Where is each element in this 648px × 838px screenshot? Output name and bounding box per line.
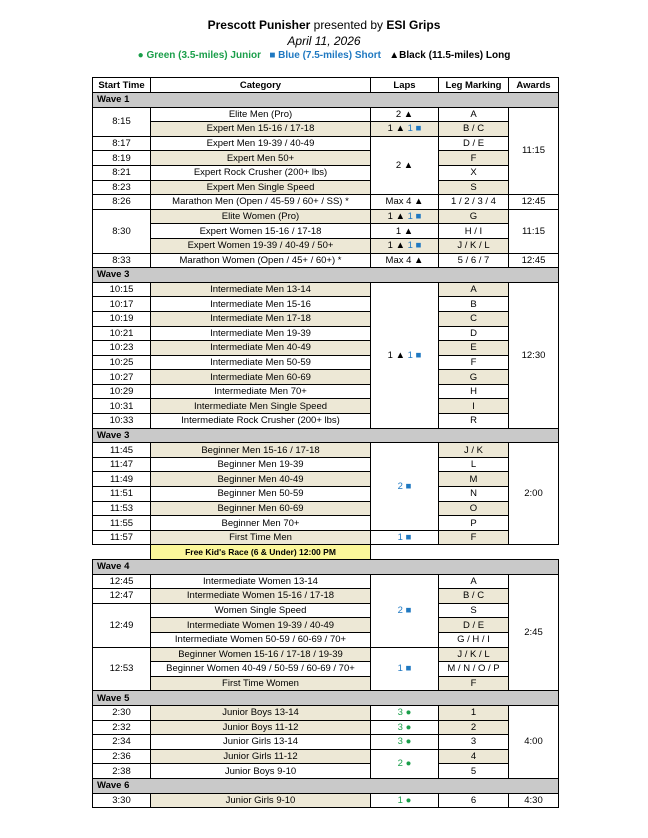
- leg-marking: E: [439, 341, 509, 356]
- table-row: [93, 282, 559, 297]
- category: First Time Women: [151, 676, 371, 691]
- race-date: April 11, 2026: [287, 34, 361, 48]
- category: Junior Boys 11-12: [151, 720, 371, 735]
- category: Intermediate Men Single Speed: [151, 399, 371, 414]
- category: Marathon Women (Open / 45+ / 60+) *: [151, 253, 371, 268]
- table-row: [93, 793, 559, 808]
- category: Intermediate Men 19-39: [151, 326, 371, 341]
- leg-marking: 5: [439, 764, 509, 779]
- col-category: Category: [151, 78, 371, 93]
- leg-marking: G / H / I: [439, 632, 509, 647]
- leg-marking: 5 / 6 / 7: [439, 253, 509, 268]
- leg-marking: B / C: [439, 122, 509, 137]
- table-row: [93, 632, 559, 647]
- table-row: [93, 530, 559, 545]
- category: Intermediate Women 19-39 / 40-49: [151, 618, 371, 633]
- table-row: [93, 457, 559, 472]
- table-row: [93, 749, 559, 764]
- leg-marking: J / K / L: [439, 238, 509, 253]
- start-time: 8:19: [93, 151, 151, 166]
- leg-marking: M: [439, 472, 509, 487]
- laps: 1 ▲: [371, 224, 439, 239]
- start-time: 8:33: [93, 253, 151, 268]
- laps: 3 ●: [371, 720, 439, 735]
- category: Intermediate Men 70+: [151, 384, 371, 399]
- table-row: [93, 487, 559, 502]
- category: Beginner Men 50-59: [151, 487, 371, 502]
- start-time: 8:21: [93, 165, 151, 180]
- laps: 3 ●: [371, 735, 439, 750]
- category: Junior Boys 9-10: [151, 764, 371, 779]
- start-time: 2:38: [93, 764, 151, 779]
- start-time: 11:53: [93, 501, 151, 516]
- category: Intermediate Men 13-14: [151, 282, 371, 297]
- start-time: 12:49: [93, 603, 151, 647]
- leg-marking: A: [439, 282, 509, 297]
- schedule-table: [92, 77, 559, 808]
- legend-blue: ■ Blue (7.5-miles) Short: [269, 50, 381, 61]
- category: Marathon Men (Open / 45-59 / 60+ / SS) *: [151, 195, 371, 210]
- leg-marking: J / K / L: [439, 647, 509, 662]
- wave-beginner-men: [93, 443, 559, 545]
- col-awards: Awards: [509, 78, 559, 93]
- table-row: [93, 501, 559, 516]
- table-row: [93, 764, 559, 779]
- start-time: 10:17: [93, 297, 151, 312]
- leg-marking: A: [439, 107, 509, 122]
- start-time: 10:31: [93, 399, 151, 414]
- category: Expert Rock Crusher (200+ lbs): [151, 165, 371, 180]
- table-row: [93, 341, 559, 356]
- category: Junior Boys 13-14: [151, 705, 371, 720]
- laps-blue: 1 ■: [407, 211, 422, 223]
- wave-header: [93, 428, 559, 443]
- leg-marking: C: [439, 311, 509, 326]
- laps: [371, 238, 439, 253]
- start-time: 10:25: [93, 355, 151, 370]
- leg-marking: B: [439, 297, 509, 312]
- table-row: [93, 472, 559, 487]
- category: Intermediate Rock Crusher (200+ lbs): [151, 414, 371, 429]
- leg-marking: F: [439, 530, 509, 545]
- start-time: 12:47: [93, 589, 151, 604]
- category: Expert Men 50+: [151, 151, 371, 166]
- category: Beginner Men 70+: [151, 516, 371, 531]
- category: Intermediate Men 50-59: [151, 355, 371, 370]
- awards: 11:15: [509, 209, 559, 253]
- category: Women Single Speed: [151, 603, 371, 618]
- laps: 1 ●: [371, 793, 439, 808]
- leg-marking: F: [439, 676, 509, 691]
- start-time: 11:47: [93, 457, 151, 472]
- laps-black: 1 ▲: [387, 240, 408, 252]
- table-row: [93, 355, 559, 370]
- wave-label: Wave 4: [93, 560, 559, 575]
- leg-marking: 6: [439, 793, 509, 808]
- table-row: [93, 238, 559, 253]
- leg-marking: 3: [439, 735, 509, 750]
- leg-marking: G: [439, 370, 509, 385]
- laps: [371, 282, 439, 428]
- spacer: [371, 545, 439, 560]
- col-laps: Laps: [371, 78, 439, 93]
- leg-marking: A: [439, 574, 509, 589]
- wave-label: Wave 3: [93, 268, 559, 283]
- wave-label: Wave 3: [93, 428, 559, 443]
- laps: 2 ■: [371, 443, 439, 531]
- start-time: 10:33: [93, 414, 151, 429]
- leg-marking: D / E: [439, 136, 509, 151]
- start-time: 10:23: [93, 341, 151, 356]
- table-row: [93, 720, 559, 735]
- wave-header: [93, 268, 559, 283]
- category: Beginner Men 15-16 / 17-18: [151, 443, 371, 458]
- start-time: 10:27: [93, 370, 151, 385]
- start-time: 8:15: [93, 107, 151, 136]
- leg-marking: J / K: [439, 443, 509, 458]
- leg-marking: S: [439, 603, 509, 618]
- col-leg-marking: Leg Marking: [439, 78, 509, 93]
- start-time: 11:57: [93, 530, 151, 545]
- category: Expert Men Single Speed: [151, 180, 371, 195]
- leg-marking: 1: [439, 705, 509, 720]
- leg-marking: F: [439, 355, 509, 370]
- table-row: [93, 253, 559, 268]
- laps: 1 ■: [371, 647, 439, 691]
- leg-marking: F: [439, 151, 509, 166]
- start-time: 2:30: [93, 705, 151, 720]
- start-time: 11:55: [93, 516, 151, 531]
- start-time: 10:19: [93, 311, 151, 326]
- table-row: [93, 122, 559, 137]
- leg-marking: 2: [439, 720, 509, 735]
- leg-marking: D / E: [439, 618, 509, 633]
- category: Elite Men (Pro): [151, 107, 371, 122]
- legend-black: ▲Black (11.5-miles) Long: [389, 50, 511, 61]
- awards: 4:30: [509, 793, 559, 808]
- table-row: [93, 151, 559, 166]
- leg-marking: 4: [439, 749, 509, 764]
- leg-marking: D: [439, 326, 509, 341]
- wave-label: Wave 5: [93, 691, 559, 706]
- awards: 11:15: [509, 107, 559, 195]
- table-row: [93, 399, 559, 414]
- leg-marking: H / I: [439, 224, 509, 239]
- leg-marking: S: [439, 180, 509, 195]
- table-row: [93, 589, 559, 604]
- table-row: [93, 136, 559, 151]
- category: Intermediate Men 40-49: [151, 341, 371, 356]
- legend-green: ● Green (3.5-miles) Junior: [137, 50, 261, 61]
- start-time: 10:21: [93, 326, 151, 341]
- start-time: 2:32: [93, 720, 151, 735]
- awards: 12:45: [509, 195, 559, 210]
- laps: 2 ●: [371, 749, 439, 778]
- table-row: [93, 180, 559, 195]
- laps-blue: 1 ■: [407, 240, 422, 252]
- table-row: [93, 311, 559, 326]
- category: Intermediate Men 60-69: [151, 370, 371, 385]
- start-time: 10:15: [93, 282, 151, 297]
- leg-marking: G: [439, 209, 509, 224]
- start-time: 8:17: [93, 136, 151, 151]
- awards: 12:45: [509, 253, 559, 268]
- table-row: [93, 165, 559, 180]
- category: Expert Men 15-16 / 17-18: [151, 122, 371, 137]
- table-row: [93, 370, 559, 385]
- wave-header: [93, 560, 559, 575]
- category: Junior Girls 11-12: [151, 749, 371, 764]
- laps: 2 ▲: [371, 136, 439, 194]
- table-row: [93, 735, 559, 750]
- awards: 2:45: [509, 574, 559, 691]
- sponsor-name: ESI Grips: [386, 18, 441, 32]
- table-row: [93, 443, 559, 458]
- table-row: [93, 107, 559, 122]
- kids-race-row: [93, 545, 559, 560]
- table-row: [93, 676, 559, 691]
- leg-marking: X: [439, 165, 509, 180]
- category: Intermediate Women 13-14: [151, 574, 371, 589]
- table-row: [93, 705, 559, 720]
- laps-blue: 1 ■: [407, 123, 422, 135]
- leg-marking: O: [439, 501, 509, 516]
- table-row: [93, 224, 559, 239]
- wave-header: [93, 691, 559, 706]
- table-row: [93, 195, 559, 210]
- category: Expert Women 19-39 / 40-49 / 50+: [151, 238, 371, 253]
- laps: 2 ■: [371, 574, 439, 647]
- race-title: [0, 18, 648, 32]
- table-row: [93, 209, 559, 224]
- table-row: [93, 618, 559, 633]
- wave-header: [93, 93, 559, 108]
- start-time: 2:34: [93, 735, 151, 750]
- laps-black: 1 ▲: [387, 211, 408, 223]
- leg-marking: B / C: [439, 589, 509, 604]
- laps: Max 4 ▲: [371, 253, 439, 268]
- leg-marking: H: [439, 384, 509, 399]
- table-row: [93, 574, 559, 589]
- wave-label: Wave 6: [93, 778, 559, 793]
- awards: 4:00: [509, 705, 559, 778]
- laps: [371, 209, 439, 224]
- start-time: 12:45: [93, 574, 151, 589]
- category: Intermediate Men 17-18: [151, 311, 371, 326]
- spacer: [93, 545, 151, 560]
- category: Junior Girls 13-14: [151, 735, 371, 750]
- wave-juniors: [93, 705, 559, 778]
- category: Junior Girls 9-10: [151, 793, 371, 808]
- laps: [371, 122, 439, 137]
- laps-blue: 1 ■: [407, 349, 422, 361]
- start-time: 8:30: [93, 209, 151, 253]
- start-time: 10:29: [93, 384, 151, 399]
- start-time: 11:45: [93, 443, 151, 458]
- category: Expert Men 19-39 / 40-49: [151, 136, 371, 151]
- wave-header: [93, 778, 559, 793]
- table-header-row: [93, 78, 559, 93]
- start-time: 8:26: [93, 195, 151, 210]
- start-time: 2:36: [93, 749, 151, 764]
- category: Beginner Men 19-39: [151, 457, 371, 472]
- leg-marking: M / N / O / P: [439, 662, 509, 677]
- laps-black: 1 ▲: [387, 349, 408, 361]
- start-time: 12:53: [93, 647, 151, 691]
- start-time: 11:49: [93, 472, 151, 487]
- laps-black: 1 ▲: [387, 123, 408, 135]
- table-row: [93, 326, 559, 341]
- start-time: 11:51: [93, 487, 151, 502]
- table-row: [93, 516, 559, 531]
- category: Elite Women (Pro): [151, 209, 371, 224]
- wave-label: Wave 1: [93, 93, 559, 108]
- laps: 1 ■: [371, 530, 439, 545]
- category: Expert Women 15-16 / 17-18: [151, 224, 371, 239]
- table-row: [93, 662, 559, 677]
- laps: 2 ▲: [371, 107, 439, 122]
- category: Intermediate Men 15-16: [151, 297, 371, 312]
- category: Intermediate Women 15-16 / 17-18: [151, 589, 371, 604]
- category: First Time Men: [151, 530, 371, 545]
- table-row: [93, 414, 559, 429]
- table-row: [93, 603, 559, 618]
- presented-by: presented by: [313, 18, 384, 32]
- table-row: [93, 297, 559, 312]
- awards: 2:00: [509, 443, 559, 545]
- leg-marking: P: [439, 516, 509, 531]
- category: Beginner Women 40-49 / 50-59 / 60-69 / 70+: [151, 662, 371, 677]
- category: Beginner Women 15-16 / 17-18 / 19-39: [151, 647, 371, 662]
- leg-marking: N: [439, 487, 509, 502]
- laps: Max 4 ▲: [371, 195, 439, 210]
- leg-marking: L: [439, 457, 509, 472]
- spacer: [439, 545, 509, 560]
- table-row: [93, 384, 559, 399]
- awards: 12:30: [509, 282, 559, 428]
- leg-marking: I: [439, 399, 509, 414]
- laps: 3 ●: [371, 705, 439, 720]
- col-start-time: Start Time: [93, 78, 151, 93]
- leg-marking: 1 / 2 / 3 / 4: [439, 195, 509, 210]
- wave-intermediate-men: [93, 282, 559, 428]
- category: Beginner Men 60-69: [151, 501, 371, 516]
- spacer: [509, 545, 559, 560]
- start-time: 3:30: [93, 793, 151, 808]
- course-legend: [0, 50, 648, 61]
- leg-marking: R: [439, 414, 509, 429]
- start-time: 8:23: [93, 180, 151, 195]
- category: Intermediate Women 50-59 / 60-69 / 70+: [151, 632, 371, 647]
- kids-race-note: Free Kid's Race (6 & Under) 12:00 PM: [151, 545, 371, 560]
- table-row: [93, 647, 559, 662]
- race-name: Prescott Punisher: [207, 18, 311, 32]
- category: Beginner Men 40-49: [151, 472, 371, 487]
